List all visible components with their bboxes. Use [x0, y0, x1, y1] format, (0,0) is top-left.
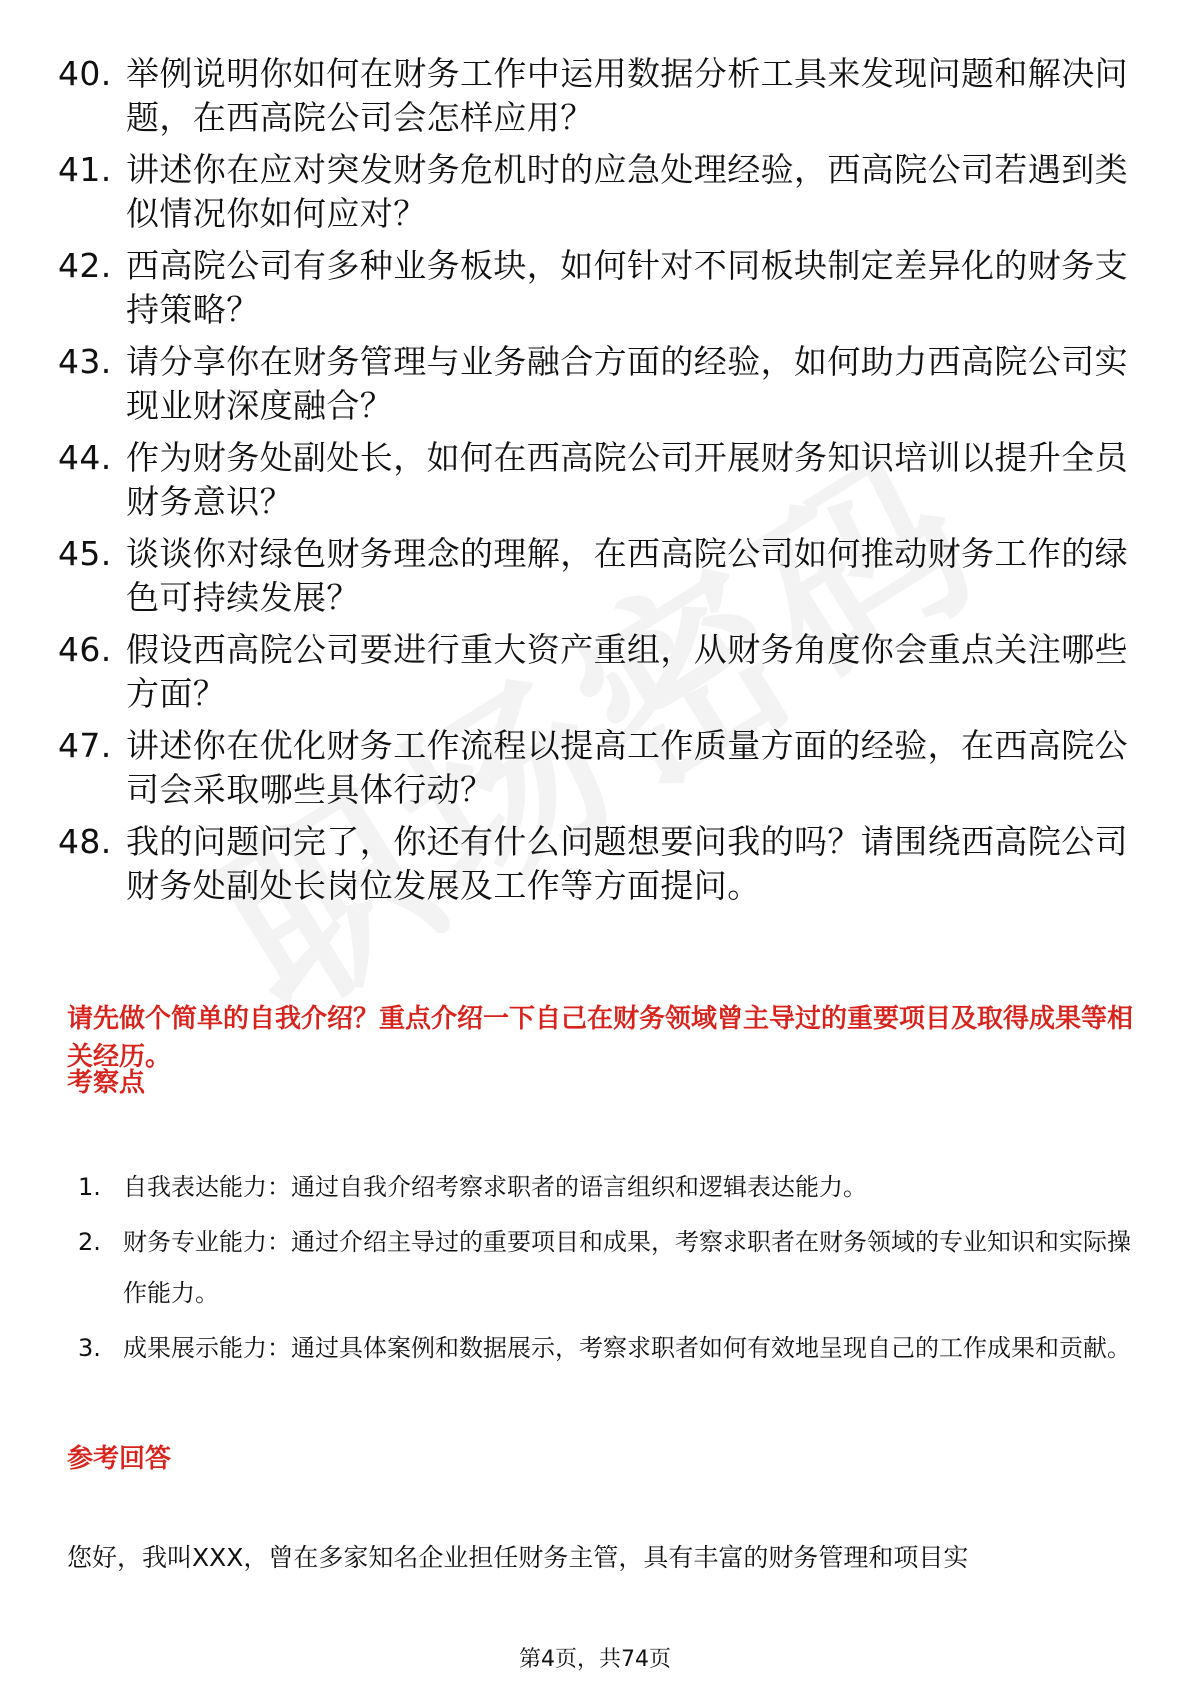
question-text: 西高院公司有多种业务板块，如何针对不同板块制定差异化的财务支持策略？ — [126, 246, 1128, 329]
focus-point — [78, 1323, 1138, 1374]
question-item — [58, 820, 1138, 908]
focus-point — [78, 1162, 1138, 1213]
question-number: 42. — [58, 246, 112, 285]
question-number: 44. — [58, 438, 112, 477]
question-text: 讲述你在应对突发财务危机时的应急处理经验，西高院公司若遇到类似情况你如何应对？ — [126, 150, 1128, 233]
question-item — [58, 244, 1138, 332]
question-number: 45. — [58, 534, 112, 573]
question-text: 我的问题问完了，你还有什么问题想要问我的吗？请围绕西高院公司财务处副处长岗位发展及工作等方面提问。 — [126, 822, 1128, 905]
question-item — [58, 628, 1138, 716]
question-number: 40. — [58, 54, 112, 93]
question-list — [58, 52, 1138, 916]
focus-point-text: 自我表达能力：通过自我介绍考察求职者的语言组织和逻辑表达能力。 — [123, 1173, 867, 1201]
question-number: 43. — [58, 342, 112, 381]
answer-text: 您好，我叫XXX，曾在多家知名企业担任财务主管，具有丰富的财务管理和项目实 — [67, 1543, 969, 1572]
focus-point-text: 成果展示能力：通过具体案例和数据展示，考察求职者如何有效地呈现自己的工作成果和贡献。 — [123, 1334, 1131, 1362]
focus-point-number: 2. — [78, 1228, 101, 1256]
focus-point — [78, 1217, 1138, 1319]
question-item — [58, 52, 1138, 140]
answer-section-title: 参考回答 — [67, 1444, 172, 1474]
page-footer: 第4页，共74页 — [519, 1647, 671, 1672]
focus-point-text: 财务专业能力：通过介绍主导过的重要项目和成果，考察求职者在财务领域的专业知识和实际操作能力。 — [123, 1228, 1131, 1307]
question-number: 47. — [58, 726, 112, 765]
question-item — [58, 340, 1138, 428]
intro-question: 请先做个简单的自我介绍？重点介绍一下自己在财务领域曾主导过的重要项目及取得成果等相关经历。 — [67, 1004, 1134, 1072]
question-number: 41. — [58, 150, 112, 189]
question-item — [58, 724, 1138, 812]
focus-point-list — [78, 1162, 1138, 1378]
question-number: 46. — [58, 630, 112, 669]
question-text: 请分享你在财务管理与业务融合方面的经验，如何助力西高院公司实现业财深度融合？ — [126, 342, 1128, 425]
question-text: 作为财务处副处长，如何在西高院公司开展财务知识培训以提升全员财务意识？ — [126, 438, 1128, 521]
question-text: 举例说明你如何在财务工作中运用数据分析工具来发现问题和解决问题，在西高院公司会怎样应用？ — [126, 54, 1128, 137]
question-item — [58, 532, 1138, 620]
question-item — [58, 148, 1138, 236]
focus-point-number: 3. — [78, 1334, 101, 1362]
question-number: 48. — [58, 822, 112, 861]
question-item — [58, 436, 1138, 524]
focus-section-title: 考察点 — [67, 1068, 146, 1098]
question-text: 谈谈你对绿色财务理念的理解，在西高院公司如何推动财务工作的绿色可持续发展？ — [126, 534, 1128, 617]
focus-point-number: 1. — [78, 1173, 101, 1201]
question-text: 讲述你在优化财务工作流程以提高工作质量方面的经验，在西高院公司会采取哪些具体行动？ — [126, 726, 1128, 809]
question-text: 假设西高院公司要进行重大资产重组，从财务角度你会重点关注哪些方面？ — [126, 630, 1128, 713]
